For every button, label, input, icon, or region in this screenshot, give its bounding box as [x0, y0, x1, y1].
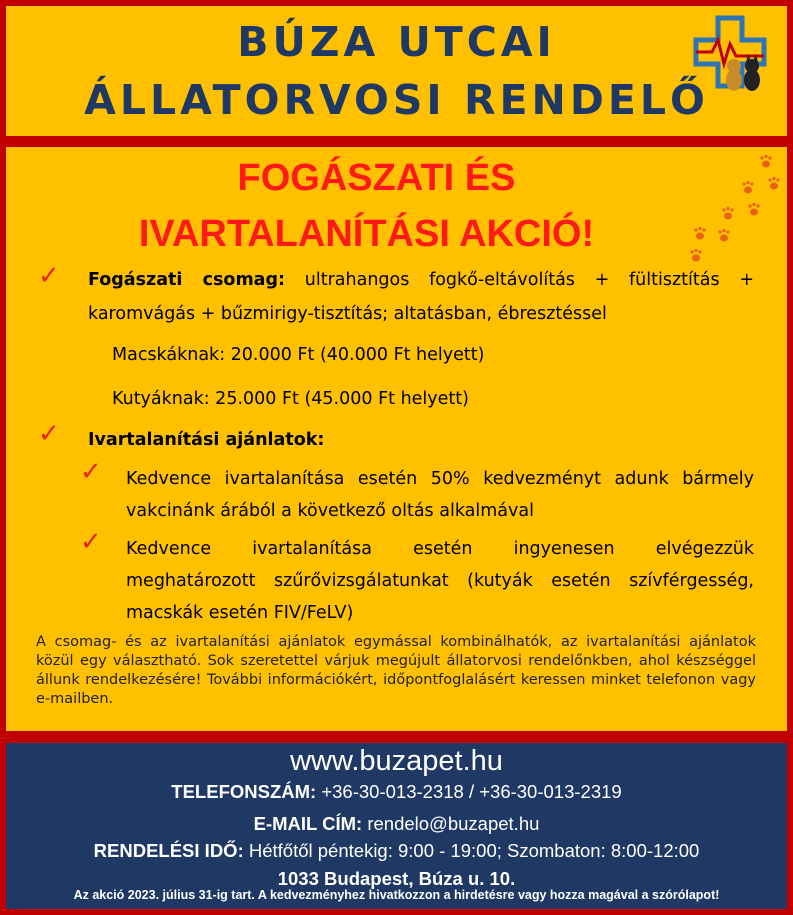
email-line	[6, 813, 787, 835]
disclaimer: Az akció 2023. július 31-ig tart. A kedvezményhez hivatkozzon a hirdetésre vagy hozza magával a szórólapot!	[73, 888, 720, 902]
clinic-title-line1: BÚZA UTCAI	[237, 18, 556, 66]
phone-label: TELEFONSZÁM:	[171, 781, 317, 802]
dental-line1	[88, 265, 754, 296]
paw-print-icon	[682, 147, 787, 267]
hours-value: Hétfőtől péntekig: 9:00 - 19:00; Szombaton: 8:00-12:00	[248, 840, 700, 861]
offer2-line3: macskák esetén FIV/FeLV)	[126, 603, 354, 623]
check-icon: ✓	[38, 419, 60, 449]
dental-label: Fogászati csomag:	[88, 270, 286, 290]
neuter-label	[88, 425, 688, 456]
dogs-price: Kutyáknak: 25.000 Ft (45.000 Ft helyett)	[112, 389, 469, 409]
email-label: E-MAIL CÍM:	[253, 813, 363, 834]
address: 1033 Budapest, Búza u. 10.	[277, 868, 516, 889]
email-value[interactable]: rendelo@buzapet.hu	[367, 813, 540, 834]
main-panel	[6, 147, 787, 731]
check-icon: ✓	[38, 261, 60, 291]
neuter-label-text: Ivartalanítási ajánlatok:	[88, 430, 325, 450]
phone-value[interactable]: +36-30-013-2318 / +36-30-013-2319	[321, 781, 622, 802]
hours-label: RENDELÉSI IDŐ:	[93, 840, 244, 861]
footnote: A csomag- és az ivartalanítási ajánlatok egymással kombinálhatók, az ivartalanítási ajánlatok közül egy választható. Sok szeretettel várjuk megújult állatorvosi rendelőnkben, ahol készséggel állunk rendelkezésére! További információkért, időpontfoglalásért keressen minket telefonon vagy e-mailben.	[36, 634, 756, 707]
hours-line	[6, 840, 787, 862]
phone-line	[6, 781, 787, 803]
check-icon: ✓	[80, 457, 102, 487]
offer2-line2: meghatározott szűrővizsgálatunkat (kutyák esetén szívférgesség,	[126, 571, 754, 591]
offer2-line1: Kedvence ivartalanítása esetén ingyenesen elvégezzük	[126, 539, 754, 559]
check-icon: ✓	[80, 527, 102, 557]
dental-desc-line2: karomvágás + bűzmirigy-tisztítás; altatásban, ébresztéssel	[88, 304, 607, 324]
offer1-line1: Kedvence ivartalanítása esetén 50% kedvezményt adunk bármely	[126, 469, 754, 489]
dental-desc-line1: ultrahangos fogkő-eltávolítás + fültisztítás +	[304, 270, 754, 290]
offer1-line2: vakcinánk árából a következő oltás alkalmával	[126, 501, 534, 521]
contact-footer	[6, 743, 787, 909]
website-link[interactable]: www.buzapet.hu	[290, 745, 503, 777]
vet-cross-cat-dog-icon	[690, 14, 770, 100]
promo-heading-line2: IVARTALANÍTÁSI AKCIÓ!	[138, 213, 595, 255]
clinic-title-line2: ÁLLATORVOSI RENDELŐ	[84, 76, 709, 124]
header-panel	[6, 6, 787, 136]
promo-heading-line1: FOGÁSZATI ÉS	[237, 157, 516, 199]
cats-price: Macskáknak: 20.000 Ft (40.000 Ft helyett)	[112, 345, 485, 365]
